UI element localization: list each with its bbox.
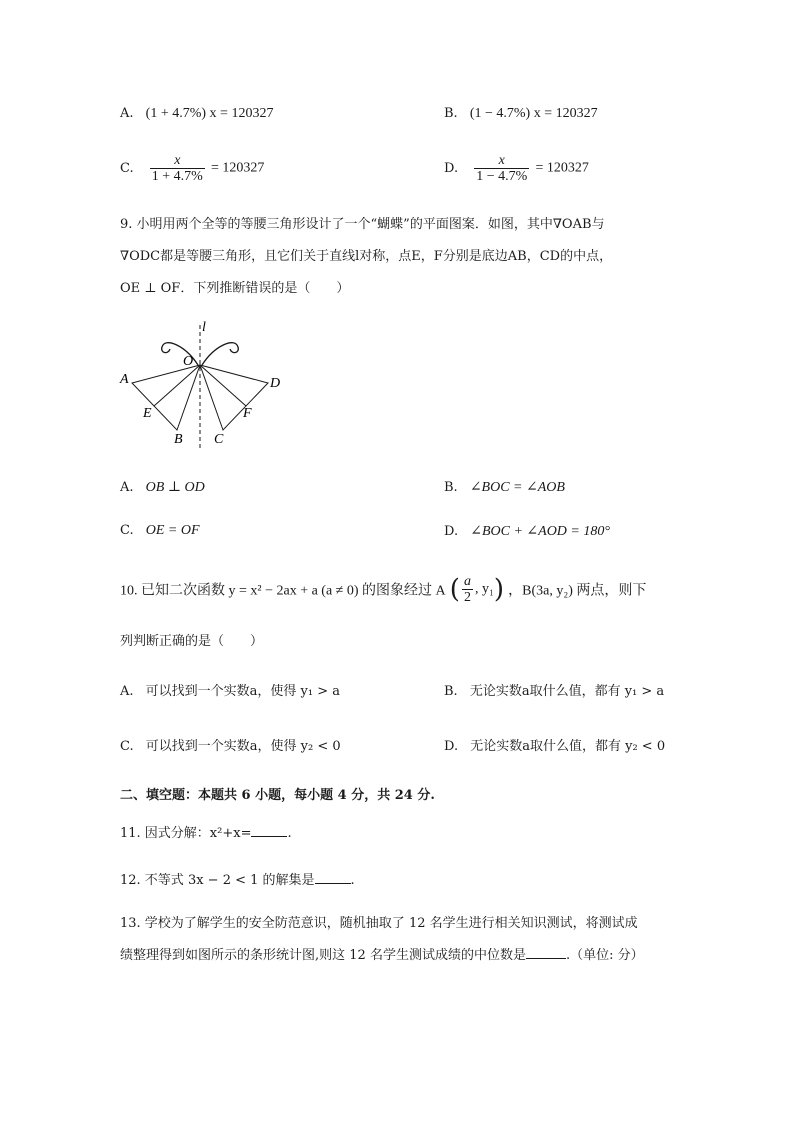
q8-option-c	[120, 153, 264, 184]
option-text: 无论实数a取什么值，都有 y₁ > a	[469, 684, 665, 699]
option-text: ∠BOC + ∠AOD = 180°	[470, 524, 610, 539]
option-label: A.	[120, 684, 134, 699]
option-text: OE = OF	[145, 523, 200, 538]
answer-blank[interactable]	[315, 871, 351, 884]
q10-stem-line-2: 列判断正确的是（ ）	[120, 634, 264, 649]
q9-option-b	[444, 479, 565, 496]
answer-blank[interactable]	[526, 946, 566, 959]
label-f: F	[243, 406, 252, 421]
q9-stem-line-1: 9. 小明用两个全等的等腰三角形设计了一个“蝴蝶”的平面图案．如图，其中∇OAB与	[120, 217, 605, 232]
fraction-rhs: = 120327	[535, 160, 589, 176]
q12-end: .	[350, 873, 355, 888]
label-d: D	[270, 376, 281, 391]
q9-stem-line-3: OE ⊥ OF．下列推断错误的是（ ）	[120, 281, 350, 296]
q13-line-1: 13. 学校为了解学生的安全防范意识，随机抽取了 12 名学生进行相关知识测试，将测试成	[120, 916, 638, 931]
label-e: E	[143, 406, 152, 421]
q11-end: .	[287, 826, 292, 841]
q12-text: 12. 不等式 3x − 2 < 1 的解集是	[120, 873, 315, 888]
option-label: B.	[444, 106, 458, 121]
q10-stem-part-a: 10. 已知二次函数 y = x² − 2ax + a (a ≠ 0) 的图象经过 A	[120, 583, 446, 599]
answer-blank[interactable]	[251, 824, 287, 837]
q13-text: 绩整理得到如图所示的条形统计图,则这 12 名学生测试成绩的中位数是	[120, 948, 526, 963]
option-label: D.	[444, 524, 459, 539]
label-l: l	[202, 320, 206, 335]
q11-text: 11. 因式分解：x²+x=	[120, 826, 252, 841]
option-text: ∠BOC = ∠AOB	[469, 480, 565, 495]
fraction	[474, 153, 529, 184]
q9-option-a	[120, 479, 205, 496]
q9-option-d	[444, 523, 610, 540]
q11	[120, 822, 292, 841]
label-o: O	[183, 354, 194, 369]
option-equation: (1 + 4.7%) x = 120327	[145, 106, 274, 121]
option-label: D.	[444, 161, 459, 176]
q10-stem-part-c: ，B(3a, y₂) 两点，则下	[508, 583, 647, 599]
fraction-rhs: = 120327	[210, 160, 265, 176]
fraction	[462, 574, 473, 605]
option-label: A.	[120, 106, 134, 121]
option-label: B.	[444, 480, 458, 495]
q10-option-d	[444, 735, 665, 754]
option-label: D.	[444, 739, 459, 754]
q9-option-c	[120, 523, 200, 539]
section-heading: 二、填空题：本题共 6 小题，每小题 4 分，共 24 分.	[120, 788, 435, 803]
fraction-denominator: 2	[463, 590, 471, 605]
option-text: 可以找到一个实数a，使得 y₂ < 0	[145, 739, 341, 754]
q8-option-b	[444, 106, 598, 122]
right-antenna	[202, 343, 238, 365]
q10-stem-line-1	[120, 574, 646, 605]
q10-stem-part-b: , y₁	[474, 581, 494, 597]
label-c: C	[214, 432, 224, 447]
option-label: C.	[120, 523, 134, 538]
butterfly-figure	[110, 315, 300, 455]
option-label: A.	[120, 480, 134, 495]
option-label: B.	[444, 684, 458, 699]
fraction-numerator: x	[474, 153, 529, 169]
option-text: 可以找到一个实数a，使得 y₁ > a	[145, 684, 341, 699]
label-a: A	[120, 372, 129, 387]
q9-stem-line-2: ∇ODC都是等腰三角形，且它们关于直线l对称，点E，F分别是底边AB，CD的中点，	[120, 249, 613, 264]
option-equation: (1 − 4.7%) x = 120327	[469, 106, 598, 121]
left-paren: (	[449, 574, 460, 605]
fraction	[150, 153, 205, 184]
right-paren: )	[493, 574, 504, 605]
option-label: C.	[120, 161, 134, 176]
fraction-denominator: 1 + 4.7%	[151, 169, 203, 184]
q10-option-b	[444, 680, 664, 699]
option-label: C.	[120, 739, 134, 754]
q13-end: .（单位: 分）	[565, 948, 644, 963]
q8-option-d	[444, 153, 589, 184]
q10-option-a	[120, 680, 340, 699]
q8-option-a	[120, 106, 273, 122]
option-text: OB ⊥ OD	[145, 480, 205, 495]
q12	[120, 869, 355, 888]
fraction-numerator: x	[150, 153, 205, 169]
q13-line-2	[120, 944, 644, 963]
option-text: 无论实数a取什么值，都有 y₂ < 0	[470, 739, 666, 754]
q10-option-c	[120, 735, 341, 754]
label-b: B	[174, 432, 183, 447]
fraction-denominator: 1 − 4.7%	[476, 169, 528, 184]
fraction-numerator: a	[463, 574, 471, 589]
